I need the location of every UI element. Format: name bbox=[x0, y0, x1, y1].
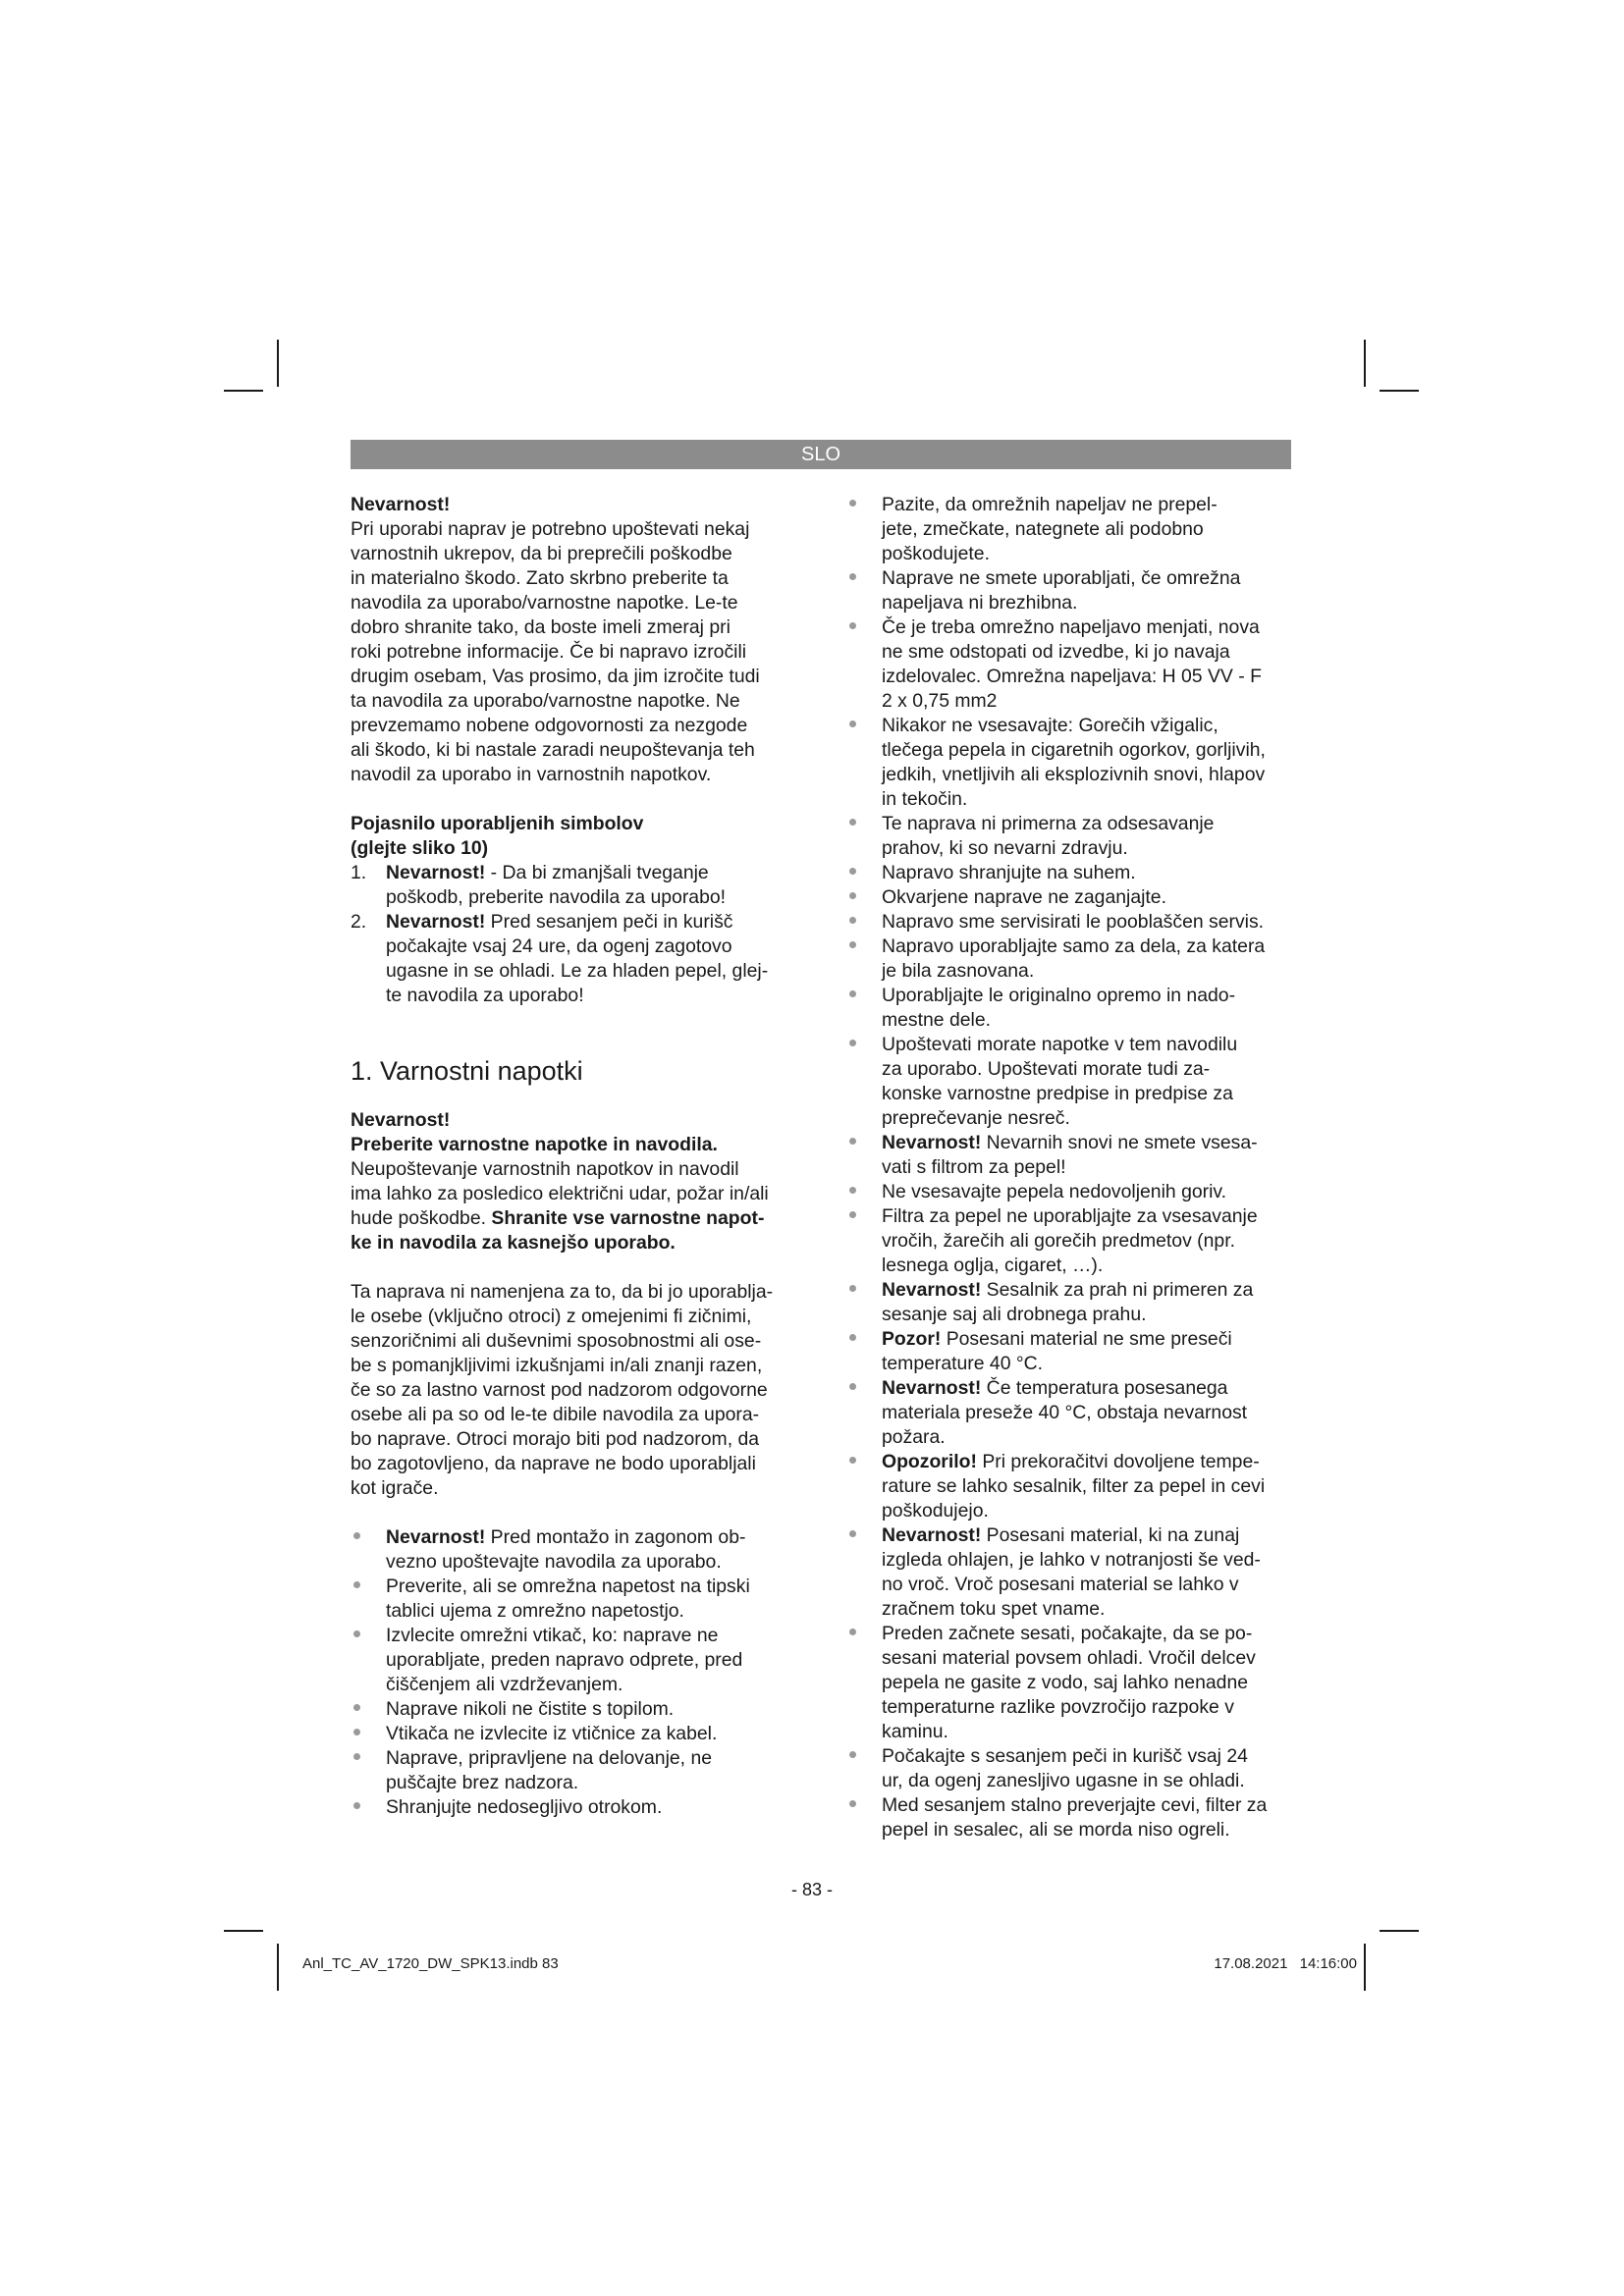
item-line: Nevarnost! Posesani material, ki na zunaj bbox=[882, 1524, 1240, 1546]
item-line: mestne dele. bbox=[882, 1009, 992, 1031]
text-line: dobro shranite tako, da boste imeli zmeraj pri bbox=[351, 616, 731, 638]
crop-mark bbox=[1364, 1944, 1366, 1991]
text-line: Pri uporabi naprav je potrebno upoštevati nekaj bbox=[351, 518, 750, 540]
crop-mark bbox=[1364, 340, 1366, 387]
bullet-dot-icon bbox=[849, 500, 856, 507]
item-line: Naprave, pripravljene na delovanje, ne bbox=[386, 1747, 713, 1769]
text-line: bo zagotovljeno, da naprave ne bodo uporabljali bbox=[351, 1453, 756, 1474]
bullet-dot-icon bbox=[353, 1753, 360, 1760]
item-line: temperature 40 °C. bbox=[882, 1353, 1044, 1374]
bullet-item bbox=[846, 1793, 1292, 1842]
item-line: jete, zmečkate, nategnete ali podobno bbox=[882, 518, 1204, 540]
bullet-item bbox=[846, 1327, 1292, 1376]
item-line: vročih, žarečih ali gorečih predmetov (npr. bbox=[882, 1230, 1235, 1252]
item-line: lesnega oglja, cigaret, …). bbox=[882, 1255, 1104, 1276]
item-line: čiščenjem ali vzdrževanjem. bbox=[386, 1674, 623, 1695]
intro-paragraph bbox=[351, 517, 812, 787]
item-line: Opozorilo! Pri prekoračitvi dovoljene tempe- bbox=[882, 1451, 1260, 1472]
item-line: tablici ujema z omrežno napetostjo. bbox=[386, 1600, 684, 1622]
item-bold-lead: Nevarnost! bbox=[882, 1377, 982, 1399]
bullet-item bbox=[846, 493, 1292, 566]
text-line: roki potrebne informacije. Če bi napravo izročili bbox=[351, 641, 747, 663]
item-line: Okvarjene naprave ne zaganjajte. bbox=[882, 886, 1166, 908]
item-line: tlečega pepela in cigaretnih ogorkov, gorljivih, bbox=[882, 739, 1266, 761]
item-line: za uporabo. Upoštevati morate tudi za- bbox=[882, 1058, 1211, 1080]
item-line: rature se lahko sesalnik, filter za pepel in cevi bbox=[882, 1475, 1266, 1497]
item-line: Počakajte s sesanjem peči in kurišč vsaj 24 bbox=[882, 1745, 1248, 1767]
item-bold-lead: Nevarnost! bbox=[386, 911, 486, 933]
item-line: Nevarnost! Nevarnih snovi ne smete vsesa- bbox=[882, 1132, 1258, 1153]
item-line: požara. bbox=[882, 1426, 946, 1448]
text-line: navodila za uporabo/varnostne napotke. Le-te bbox=[351, 592, 738, 614]
item-line: Nevarnost! Pred montažo in zagonom ob- bbox=[386, 1526, 746, 1548]
item-line: temperaturne razlike povzročijo razpoke v bbox=[882, 1696, 1234, 1718]
item-number: 1. bbox=[351, 862, 367, 883]
item-line: Napravo shranjujte na suhem. bbox=[882, 862, 1136, 883]
bullet-item bbox=[846, 885, 1292, 910]
text-line: ali škodo, ki bi nastale zaradi neupoštevanja teh bbox=[351, 739, 755, 761]
bullet-item bbox=[846, 812, 1292, 861]
footer-timestamp: 17.08.2021 14:16:00 bbox=[1214, 1955, 1357, 1972]
bullet-dot-icon bbox=[849, 1285, 856, 1292]
right-bullet-list bbox=[846, 493, 1292, 1842]
text-line: navodil za uporabo in varnostnih napotkov. bbox=[351, 764, 712, 785]
bullet-item bbox=[846, 1033, 1292, 1131]
bullet-item bbox=[846, 1180, 1292, 1204]
crop-mark bbox=[277, 1944, 279, 1991]
item-bold-lead: Nevarnost! bbox=[882, 1524, 982, 1546]
bullet-item bbox=[846, 1744, 1292, 1793]
numbered-item bbox=[351, 861, 812, 910]
item-line: vati s filtrom za pepel! bbox=[882, 1156, 1066, 1178]
bullet-dot-icon bbox=[849, 1383, 856, 1390]
item-line: in tekočin. bbox=[882, 788, 968, 810]
item-line: ugasne in se ohladi. Le za hladen pepel, glej- bbox=[386, 960, 769, 982]
text-line: bo naprave. Otroci morajo biti pod nadzorom, da bbox=[351, 1428, 760, 1450]
symbols-list bbox=[351, 861, 812, 1008]
bullet-dot-icon bbox=[353, 1532, 360, 1539]
left-bullet-list bbox=[351, 1525, 812, 1820]
bullet-dot-icon bbox=[353, 1802, 360, 1809]
bullet-item bbox=[846, 1622, 1292, 1744]
item-line: puščajte brez nadzora. bbox=[386, 1772, 579, 1793]
item-line: konske varnostne predpise in predpise za bbox=[882, 1083, 1233, 1104]
item-line: Nevarnost! Če temperatura posesanega bbox=[882, 1377, 1228, 1399]
item-line: sesani material povsem ohladi. Vročil delcev bbox=[882, 1647, 1256, 1669]
item-line: Izvlecite omrežni vtikač, ko: naprave ne bbox=[386, 1625, 719, 1646]
bullet-dot-icon bbox=[353, 1581, 360, 1588]
item-line: izgleda ohlajen, je lahko v notranjosti še ved- bbox=[882, 1549, 1261, 1571]
bullet-dot-icon bbox=[849, 1211, 856, 1218]
item-line: Pozor! Posesani material ne sme preseči bbox=[882, 1328, 1232, 1350]
item-bold-lead: Pozor! bbox=[882, 1328, 942, 1350]
text-line: senzoričnimi ali duševnimi sposobnostmi ali ose- bbox=[351, 1330, 762, 1352]
bullet-item bbox=[846, 1278, 1292, 1327]
bullet-dot-icon bbox=[849, 868, 856, 875]
item-bold-lead: Nevarnost! bbox=[386, 862, 486, 883]
section-heading: 1. Varnostni napotki bbox=[351, 1056, 583, 1086]
text-line: Ta naprava ni namenjena za to, da bi jo uporablja- bbox=[351, 1281, 774, 1303]
bullet-item bbox=[846, 1450, 1292, 1523]
item-line: Upoštevati morate napotke v tem navodilu bbox=[882, 1034, 1238, 1055]
item-line: Pazite, da omrežnih napeljav ne prepel- bbox=[882, 494, 1218, 515]
item-line: ne sme odstopati od izvedbe, ki jo navaja bbox=[882, 641, 1230, 663]
item-number: 2. bbox=[351, 911, 367, 933]
item-line: uporabljate, preden napravo odprete, pred bbox=[386, 1649, 743, 1671]
item-line: poškodb, preberite navodila za uporabo! bbox=[386, 886, 727, 908]
crop-mark bbox=[1380, 390, 1419, 392]
bullet-item bbox=[846, 1376, 1292, 1450]
bullet-item bbox=[846, 714, 1292, 812]
text-line: ta navodila za uporabo/varnostne napotke. Ne bbox=[351, 690, 740, 712]
bullet-dot-icon bbox=[849, 819, 856, 826]
item-line: vezno upoštevajte navodila za uporabo. bbox=[386, 1551, 722, 1573]
item-line: Med sesanjem stalno preverjajte cevi, filter za bbox=[882, 1794, 1268, 1816]
item-line: Nevarnost! Pred sesanjem peči in kurišč bbox=[386, 911, 733, 933]
item-line: prahov, ki so nevarni zdravju. bbox=[882, 837, 1128, 859]
footer-file-info: Anl_TC_AV_1720_DW_SPK13.indb 83 bbox=[302, 1955, 559, 1972]
item-line: ur, da ogenj zanesljivo ugasne in se ohladi. bbox=[882, 1770, 1245, 1791]
item-line: Te naprava ni primerna za odsesavanje bbox=[882, 813, 1215, 834]
bullet-dot-icon bbox=[849, 1457, 856, 1464]
bullet-dot-icon bbox=[849, 892, 856, 899]
text-line: varnostnih ukrepov, da bi preprečili poškodbe bbox=[351, 543, 732, 564]
item-line: počakajte vsaj 24 ure, da ogenj zagotovo bbox=[386, 935, 732, 957]
item-line: Shranjujte nedosegljivo otrokom. bbox=[386, 1796, 663, 1818]
bullet-dot-icon bbox=[353, 1729, 360, 1735]
symbols-title: Pojasnilo uporabljenih simbolov bbox=[351, 813, 644, 834]
item-line: je bila zasnovana. bbox=[882, 960, 1035, 982]
item-line: materiala preseže 40 °C, obstaja nevarnost bbox=[882, 1402, 1248, 1423]
text-line: osebe ali pa so od le-te dibile navodila za upora- bbox=[351, 1404, 760, 1425]
item-line: Napravo uporabljajte samo za dela, za katera bbox=[882, 935, 1266, 957]
left-column bbox=[351, 493, 812, 1820]
item-line: jedkih, vnetljivih ali eksplozivnih snovi, hlapov bbox=[882, 764, 1266, 785]
crop-mark bbox=[1380, 1930, 1419, 1932]
item-line: Če je treba omrežno napeljavo menjati, nova bbox=[882, 616, 1260, 638]
intro-title: Nevarnost! bbox=[351, 494, 451, 515]
bullet-dot-icon bbox=[849, 1187, 856, 1194]
bullet-dot-icon bbox=[353, 1704, 360, 1711]
bullet-item bbox=[846, 615, 1292, 714]
bullet-dot-icon bbox=[849, 573, 856, 580]
item-bold-lead: Nevarnost! bbox=[882, 1279, 982, 1301]
item-line: poškodujete. bbox=[882, 543, 990, 564]
item-line: Napravo sme servisirati le pooblaščen servis. bbox=[882, 911, 1265, 933]
item-line: Preden začnete sesati, počakajte, da se po- bbox=[882, 1623, 1253, 1644]
item-line: pepel in sesalec, ali se morda niso ogreli. bbox=[882, 1819, 1230, 1841]
text-line: be s pomanjkljivimi izkušnjami in/ali znanji razen, bbox=[351, 1355, 763, 1376]
item-line: poškodujejo. bbox=[882, 1500, 989, 1522]
bullet-dot-icon bbox=[849, 917, 856, 924]
bullet-dot-icon bbox=[849, 1040, 856, 1046]
bullet-item bbox=[846, 1131, 1292, 1180]
item-line: izdelovalec. Omrežna napeljava: H 05 VV - F bbox=[882, 666, 1262, 687]
bullet-item bbox=[351, 1575, 812, 1624]
bullet-item bbox=[351, 1525, 812, 1575]
warning-text-line: ima lahko za posledico električni udar, požar in/ali bbox=[351, 1183, 769, 1204]
right-column bbox=[846, 493, 1292, 1842]
item-line: Preverite, ali se omrežna napetost na tipski bbox=[386, 1575, 750, 1597]
item-line: te navodila za uporabo! bbox=[386, 985, 584, 1006]
bullet-item bbox=[351, 1624, 812, 1697]
warning-title: Nevarnost! bbox=[351, 1109, 451, 1131]
bullet-dot-icon bbox=[849, 721, 856, 727]
item-line: Nevarnost! Sesalnik za prah ni primeren za bbox=[882, 1279, 1254, 1301]
text-line: le osebe (vključno otroci) z omejenimi fi zičnimi, bbox=[351, 1306, 752, 1327]
bullet-item bbox=[351, 1697, 812, 1722]
bullet-dot-icon bbox=[849, 941, 856, 948]
text-line: kot igrače. bbox=[351, 1477, 439, 1499]
text-line: in materialno škodo. Zato skrbno preberite ta bbox=[351, 567, 729, 589]
bullet-dot-icon bbox=[849, 622, 856, 629]
bullet-item bbox=[351, 1746, 812, 1795]
item-line: Vtikača ne izvlecite iz vtičnice za kabel. bbox=[386, 1723, 718, 1744]
item-line: sesanje saj ali drobnega prahu. bbox=[882, 1304, 1147, 1325]
bullet-item bbox=[846, 566, 1292, 615]
bullet-item bbox=[846, 934, 1292, 984]
item-line: Uporabljajte le originalno opremo in nado- bbox=[882, 985, 1236, 1006]
bullet-dot-icon bbox=[849, 1138, 856, 1145]
bullet-item bbox=[351, 1722, 812, 1746]
text-line: drugim osebam, Vas prosimo, da jim izročite tudi bbox=[351, 666, 760, 687]
warning-lead: Preberite varnostne napotke in navodila. bbox=[351, 1134, 718, 1155]
item-line: Nikakor ne vsesavajte: Gorečih vžigalic, bbox=[882, 715, 1218, 736]
item-line: no vroč. Vroč posesani material se lahko v bbox=[882, 1574, 1239, 1595]
symbols-subtitle: (glejte sliko 10) bbox=[351, 837, 489, 859]
warning-text-line: hude poškodbe. Shranite vse varnostne napot- bbox=[351, 1207, 765, 1229]
item-line: Filtra za pepel ne uporabljajte za vsesavanje bbox=[882, 1205, 1258, 1227]
bullet-dot-icon bbox=[849, 1800, 856, 1807]
page-number: - 83 - bbox=[790, 1880, 833, 1899]
numbered-item bbox=[351, 910, 812, 1008]
bullet-dot-icon bbox=[849, 990, 856, 997]
bullet-dot-icon bbox=[353, 1630, 360, 1637]
bullet-item bbox=[846, 861, 1292, 885]
item-line: Naprave ne smete uporabljati, če omrežna bbox=[882, 567, 1241, 589]
item-line: Nevarnost! - Da bi zmanjšali tveganje bbox=[386, 862, 709, 883]
bullet-item bbox=[846, 1523, 1292, 1622]
item-line: preprečevanje nesreč. bbox=[882, 1107, 1070, 1129]
bullet-dot-icon bbox=[849, 1334, 856, 1341]
bullet-dot-icon bbox=[849, 1530, 856, 1537]
warning-text-line: ke in navodila za kasnejšo uporabo. bbox=[351, 1232, 676, 1254]
item-bold-lead: Nevarnost! bbox=[882, 1132, 982, 1153]
crop-mark bbox=[224, 1930, 263, 1932]
item-line: pepela ne gasite z vodo, saj lahko nenadne bbox=[882, 1672, 1249, 1693]
item-line: kaminu. bbox=[882, 1721, 948, 1742]
bullet-item bbox=[846, 984, 1292, 1033]
crop-mark bbox=[277, 340, 279, 387]
text-line: prevzemamo nobene odgovornosti za nezgode bbox=[351, 715, 748, 736]
language-header-bar: SLO bbox=[351, 440, 1291, 469]
item-line: zračnem toku spet vname. bbox=[882, 1598, 1106, 1620]
item-line: Ne vsesavajte pepela nedovoljenih goriv. bbox=[882, 1181, 1227, 1202]
text-line: če so za lastno varnost pod nadzorom odgovorne bbox=[351, 1379, 768, 1401]
bullet-item bbox=[846, 1204, 1292, 1278]
bullet-item bbox=[351, 1795, 812, 1820]
item-line: 2 x 0,75 mm2 bbox=[882, 690, 998, 712]
item-bold-lead: Opozorilo! bbox=[882, 1451, 977, 1472]
crop-mark bbox=[224, 390, 263, 392]
bullet-dot-icon bbox=[849, 1751, 856, 1758]
children-paragraph bbox=[351, 1280, 812, 1501]
item-line: napeljava ni brezhibna. bbox=[882, 592, 1078, 614]
item-line: Naprave nikoli ne čistite s topilom. bbox=[386, 1698, 675, 1720]
item-bold-lead: Nevarnost! bbox=[386, 1526, 486, 1548]
bullet-item bbox=[846, 910, 1292, 934]
warning-text-line: Neupoštevanje varnostnih napotkov in navodil bbox=[351, 1158, 739, 1180]
bullet-dot-icon bbox=[849, 1629, 856, 1635]
